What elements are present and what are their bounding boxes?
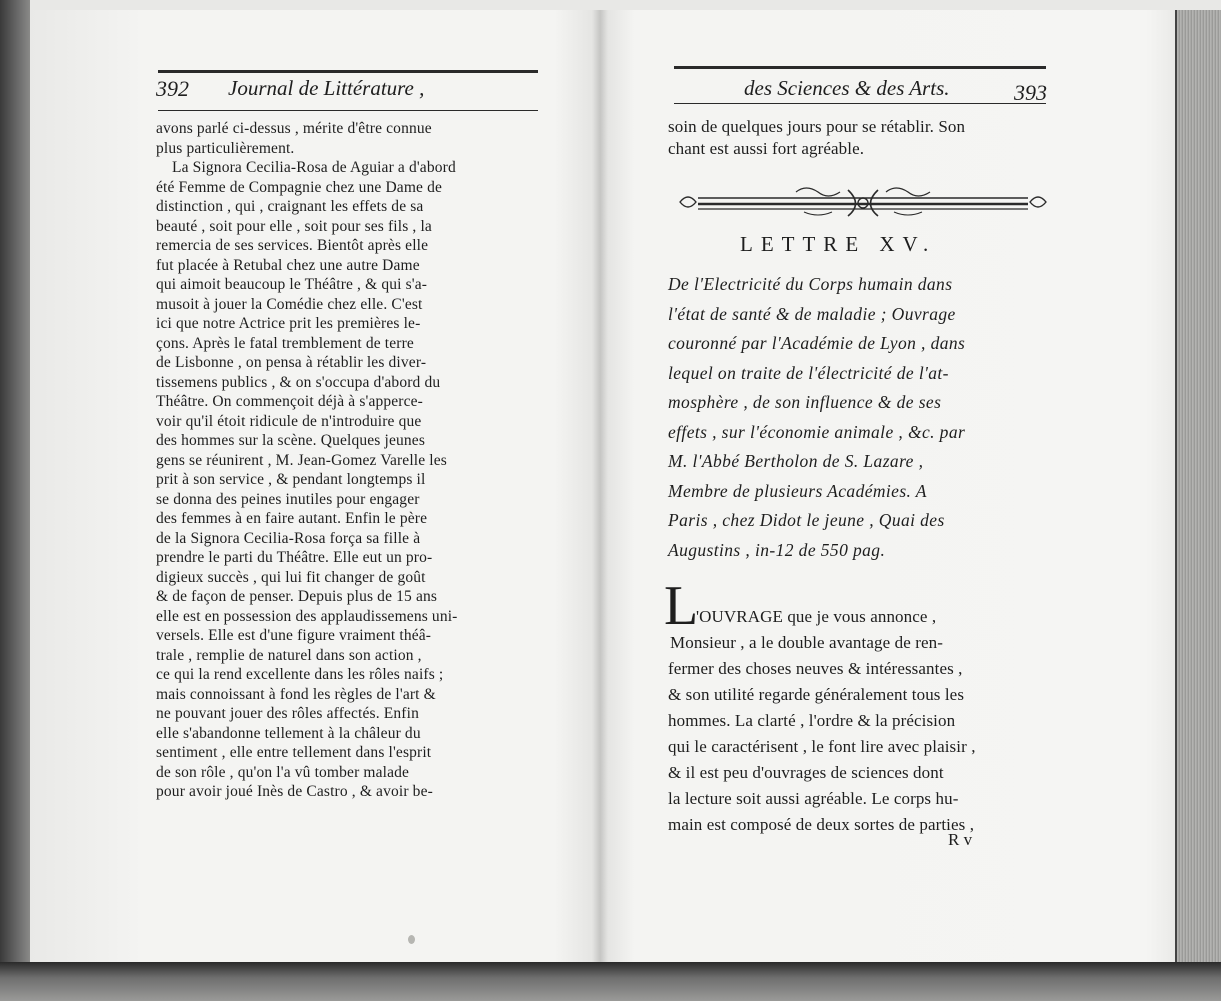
text-line: se donna des peines inutiles pour engager [156,490,420,508]
left-page-number: 392 [156,76,189,101]
right-page-number: 393 [1014,80,1047,105]
text-line: & son utilité regarde généralement tous les [668,685,965,704]
text-line: çons. Après le fatal tremblement de terre [156,334,414,352]
text-line: lequel on traite de l'électricité de l'at- [668,362,949,383]
text-line: 'OUVRAGE que je vous annonce , [696,607,937,626]
page-edges [1175,10,1221,970]
text-line: ne pouvant jouer des rôles affectés. Enfin [156,705,419,722]
text-line: Membre de plusieurs Académies. A [668,480,927,501]
text-line: effets , sur l'économie animale , &c. par [668,421,966,442]
text-line: été Femme de Compagnie chez une Dame de [156,178,443,196]
text-line: qui le caractérisent , le font lire avec plaisir , [668,737,976,756]
text-line: chant est aussi fort agréable. [668,139,865,158]
text-line: elle s'abandonne tellement à la châleur du [156,724,421,742]
text-line: l'état de santé & de maladie ; Ouvrage [668,303,956,324]
text-line: & de façon de penser. Depuis plus de 15 ans [156,588,438,605]
text-line: ce qui la rend excellente dans les rôles naifs ; [156,666,444,683]
text-line: beauté , soit pour elle , soit pour ses fils , la [156,217,432,235]
text-line: de Lisbonne , on pensa à rétablir les diver- [156,354,427,371]
text-line: M. l'Abbé Bertholon de S. Lazare , [668,451,924,471]
text-line: mosphère , de son influence & de ses [668,392,942,412]
text-line: de son rôle , qu'on l'a vû tomber malade [156,763,410,781]
text-line: distinction , qui , craignant les effets de sa [156,198,424,215]
text-line: des hommes sur la scène. Quelques jeunes [156,432,426,449]
text-line: Paris , chez Didot le jeune , Quai des [668,510,945,530]
left-header-rule-top [158,70,538,73]
text-line: qui aimoit beaucoup le Théâtre , & qui s'a- [156,276,428,293]
left-header-rule-bottom [158,110,538,111]
text-line: plus particulièrement. [156,139,295,157]
text-line: Théâtre. On commençoit déjà à s'apperce- [156,393,423,410]
book-cover-edge [0,0,30,1001]
text-line: Monsieur , a le double avantage de ren- [670,633,943,652]
text-line: gens se réunirent , M. Jean-Gomez Varelle les [156,451,447,469]
text-line: fermer des choses neuves & intéressantes , [668,659,963,678]
right-header-rule-top [674,66,1046,69]
scan-bottom-shadow [0,962,1221,1001]
text-line: remercia de ses services. Bientôt après elle [156,237,429,254]
left-running-head: Journal de Littérature , [228,76,425,100]
text-line: de la Signora Cecilia-Rosa força sa fille à [156,529,421,547]
text-line: couronné par l'Académie de Lyon , dans [668,333,966,353]
text-line: main est composé de deux sortes de parties , [668,815,975,834]
right-header-rule-bottom [674,103,1046,104]
text-line: Augustins , in-12 de 550 pag. [668,539,886,560]
text-line: pour avoir joué Inès de Castro , & avoir be- [156,783,433,800]
text-line: ici que notre Actrice prit les premières le- [156,315,421,332]
text-line: voir qu'il étoit ridicule de n'introduire que [156,412,422,430]
text-line: soin de quelques jours pour se rétablir. Son [668,117,966,136]
ornament-divider-icon [676,182,1050,222]
text-line: prendre le parti du Théâtre. Elle eut un pro- [156,549,433,566]
page-gutter [592,10,608,970]
catchword: R v [948,830,973,849]
text-line: digieux succès , qui lui fit changer de goût [156,568,426,586]
text-line: fut placée à Retubal chez une autre Dame [156,256,420,274]
text-line: tissemens publics , & on s'occupa d'abord du [156,373,441,391]
right-running-head: des Sciences & des Arts. [744,76,950,100]
text-line: la lecture soit aussi agréable. Le corps hu- [668,789,959,808]
text-line: sentiment , elle entre tellement dans l'esprit [156,744,432,761]
text-line: La Signora Cecilia-Rosa de Aguiar a d'abord [172,159,456,176]
ink-blot [408,935,415,944]
text-line: mais connoissant à fond les règles de l'art & [156,685,436,703]
text-line: versels. Elle est d'une figure vraiment théâ- [156,627,432,644]
text-line: musoit à jouer la Comédie chez elle. C'est [156,295,423,313]
letter-title: LETTRE XV. [740,232,937,256]
text-line: trale , remplie de naturel dans son action , [156,646,422,664]
drop-cap: L [664,575,699,637]
text-line: avons parlé ci-dessus , mérite d'être connue [156,120,432,137]
text-line: des femmes à en faire autant. Enfin le père [156,510,428,527]
text-line: De l'Electricité du Corps humain dans [668,274,953,294]
text-line: hommes. La clarté , l'ordre & la précision [668,711,956,730]
text-line: elle est en possession des applaudissemens uni- [156,607,458,625]
text-line: prit à son service , & pendant longtemps il [156,471,426,488]
text-line: & il est peu d'ouvrages de sciences dont [668,763,944,782]
